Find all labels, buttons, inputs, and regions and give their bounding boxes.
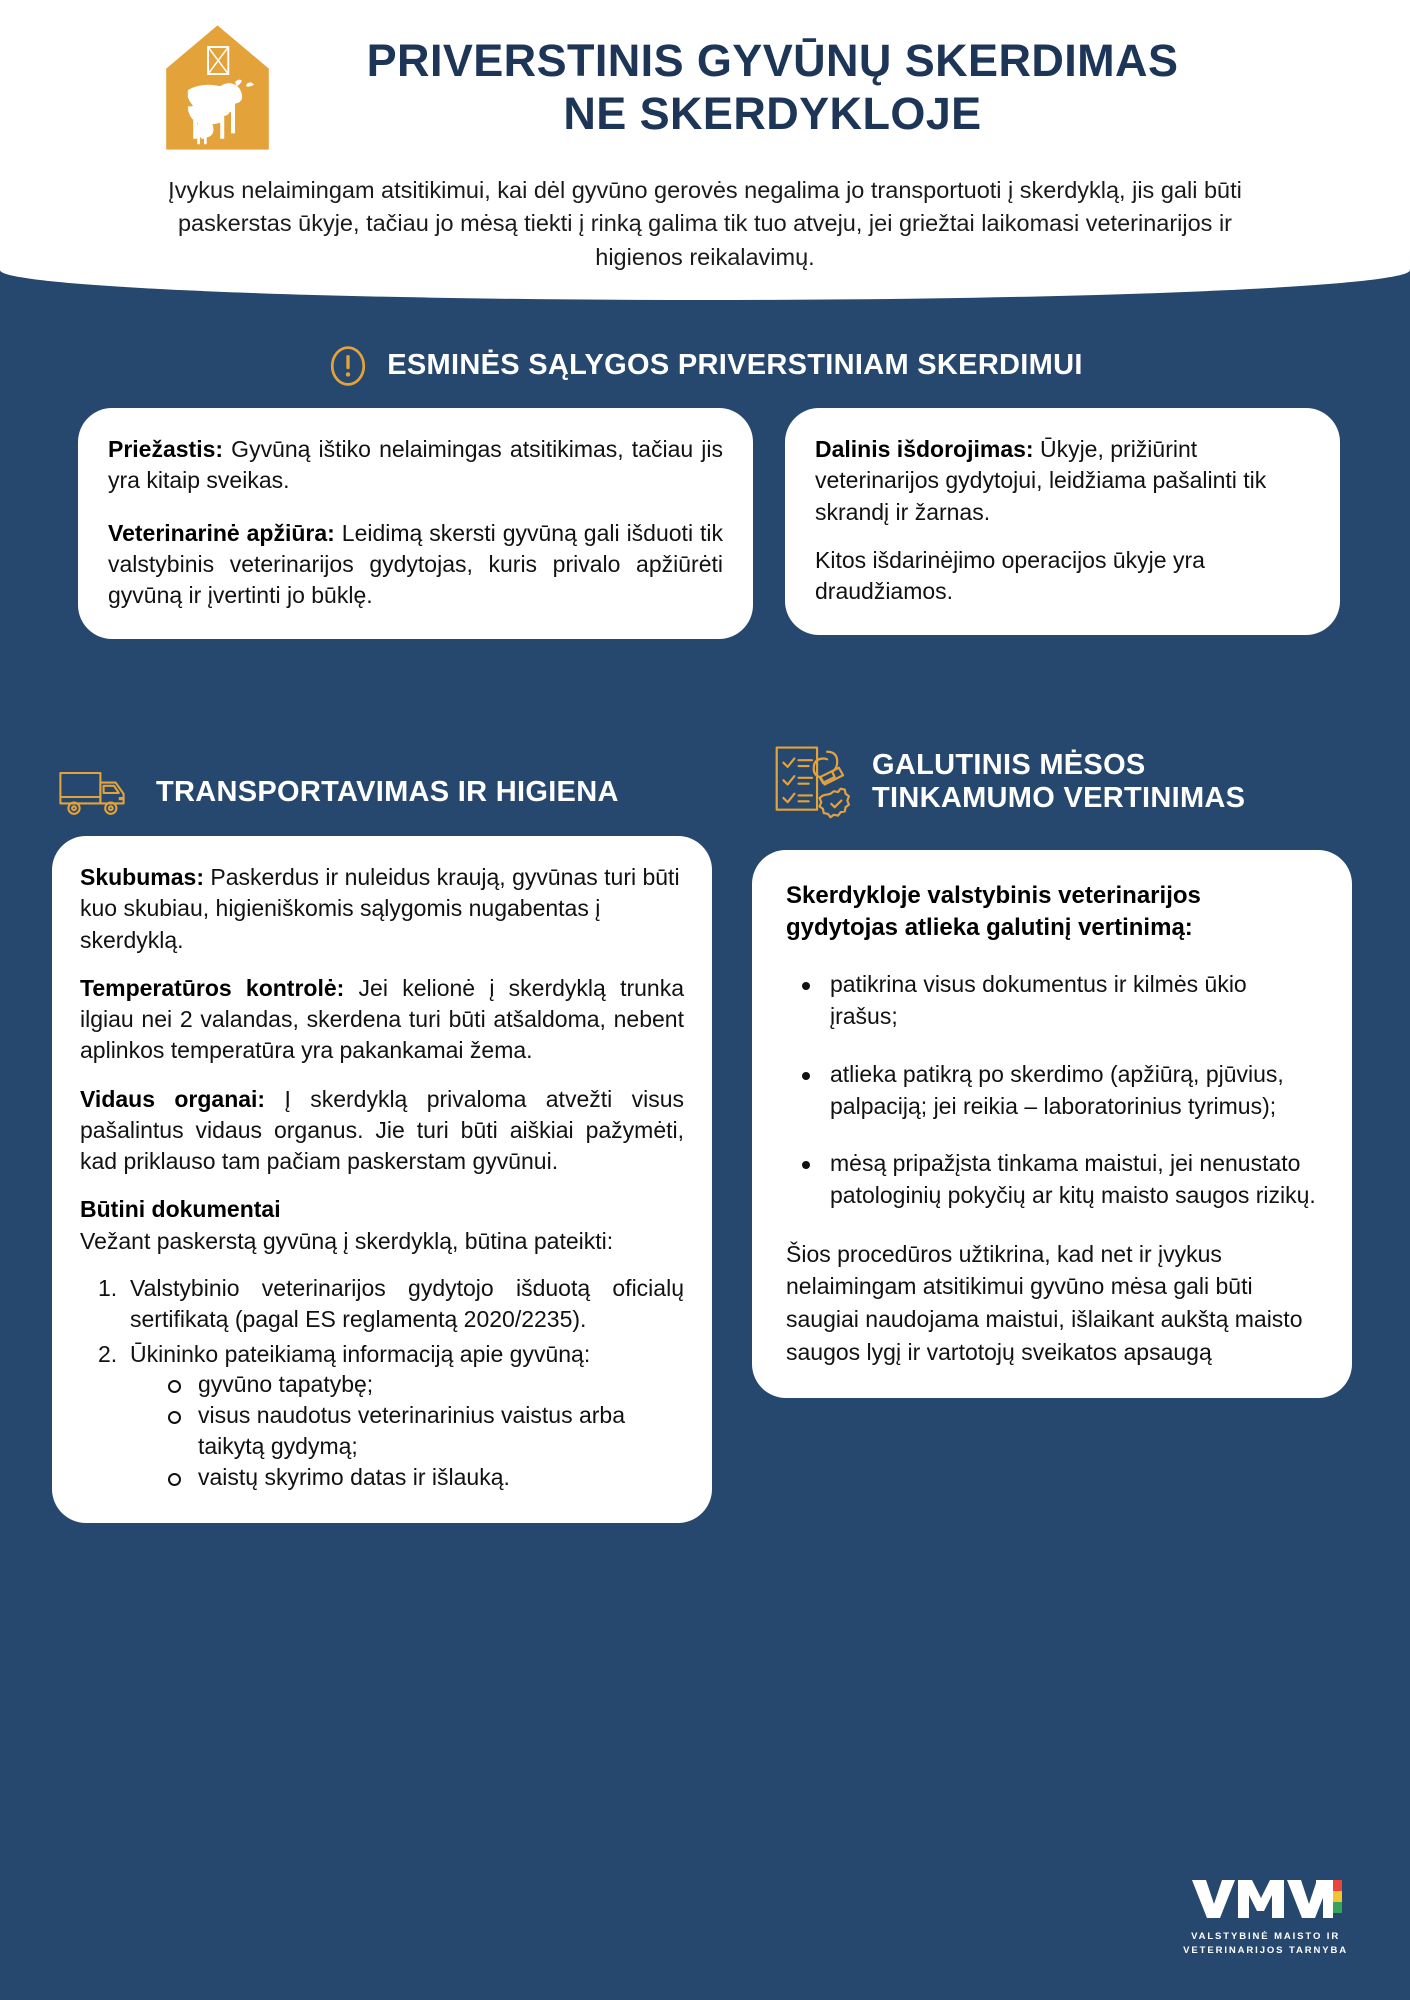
list-item bbox=[98, 1339, 684, 1493]
logo-subtitle-line1: VALSTYBINĖ MAISTO IR bbox=[1191, 1931, 1341, 1943]
card-esmines-left bbox=[78, 408, 753, 639]
list-item-text: Ūkininko pateikiamą informaciją apie gyvūną: bbox=[130, 1340, 591, 1367]
documents-ordered-list bbox=[80, 1273, 684, 1493]
documents-sub-list bbox=[130, 1369, 684, 1492]
text-temperaturos-kontrole: Jei kelionė į skerdyklą trunka ilgiau nei 2 valandas, skerdena turi būti atšaldoma, nebent aplinkos temperatūra yra pakankamai žema. bbox=[80, 974, 684, 1064]
paragraph-skubumas bbox=[80, 862, 684, 956]
label-dalinis-isdorojimas: Dalinis išdorojimas: bbox=[815, 436, 1034, 462]
text-docs-intro: Vežant paskerstą gyvūną į skerdyklą, būtina pateikti: bbox=[80, 1227, 614, 1254]
list-item: vaistų skyrimo datas ir išlauką. bbox=[162, 1462, 684, 1493]
vmvt-logomark bbox=[1190, 1878, 1342, 1920]
label-temperaturos-kontrole: Temperatūros kontrolė: bbox=[80, 974, 345, 1001]
label-priezastis: Priežastis: bbox=[108, 436, 224, 462]
list-item: gyvūno tapatybę; bbox=[162, 1369, 684, 1400]
section-title-transportavimas: TRANSPORTAVIMAS IR HIGIENA bbox=[156, 776, 619, 809]
logo-subtitle bbox=[1183, 1930, 1348, 1958]
list-item: mėsą pripažįsta tinkama maistui, jei nenustato patologinių pokyčių ar kitų maisto saugos rizikų. bbox=[786, 1148, 1318, 1211]
lead-galutinis: Skerdykloje valstybinis veterinarijos gydytojas atlieka galutinį vertinimą: bbox=[786, 882, 1201, 941]
truck-icon bbox=[58, 765, 138, 821]
page-title-line2: NE SKERDYKLOJE bbox=[563, 88, 982, 139]
list-item: patikrina visus dokumentus ir kilmės ūkio įrašus; bbox=[786, 969, 1318, 1032]
section-title-galutinis bbox=[872, 749, 1245, 816]
text-priezastis: Gyvūną ištiko nelaimingas atsitikimas, tačiau jis yra kitaip sveikas. bbox=[108, 436, 723, 494]
header-banner bbox=[0, 0, 1410, 300]
text-veterinarine-apziura: Leidimą skersti gyvūną gali išduoti tik valstybinis veterinarijos gydytojas, kuris privalo apžiūrėti gyvūną ir įvertinti jo būklę. bbox=[108, 519, 724, 609]
card-galutinis-vertinimas bbox=[752, 850, 1352, 1398]
card-esmines-right bbox=[785, 408, 1340, 635]
section-header-galutinis-vertinimas bbox=[770, 740, 1245, 824]
section-title-galutinis-line2: TINKAMUMO VERTINIMAS bbox=[872, 782, 1246, 814]
paragraph-priezastis bbox=[108, 434, 723, 497]
page-title-line1: PRIVERSTINIS GYVŪNŲ SKERDIMAS bbox=[366, 34, 1179, 86]
closing-paragraph: Šios procedūros užtikrina, kad net ir įvykus nelaimingam atsitikimui gyvūno mėsa gali būti saugiai naudojama maistui, išlaikant aukštą maisto saugos lygį ir vartotojų sveikatos apsaugą bbox=[786, 1240, 1303, 1365]
exclamation-circle-icon bbox=[327, 345, 369, 387]
text-dalinis-isdorojimas: Ūkyje, prižiūrint veterinarijos gydytojui, leidžiama pašalinti tik skrandį ir žarnas. bbox=[815, 436, 1267, 525]
list-item: atlieka patikrą po skerdimo (apžiūrą, pjūvius, palpaciją; jei reikia – laboratorinius tyrimus); bbox=[786, 1059, 1318, 1122]
label-veterinarine-apziura: Veterinarinė apžiūra: bbox=[108, 519, 335, 546]
paragraph-temperaturos-kontrole bbox=[80, 973, 684, 1067]
galutinis-bullet-list bbox=[786, 969, 1318, 1211]
checklist-stamp-icon bbox=[770, 740, 854, 824]
logo-subtitle-line2: VETERINARIJOS TARNYBA bbox=[1183, 1945, 1348, 1957]
paragraph-dalinis-isdorojimas bbox=[815, 434, 1310, 528]
paragraph-vidaus-organai bbox=[80, 1084, 684, 1178]
title-block bbox=[285, 34, 1410, 140]
intro-paragraph: Įvykus nelaimingam atsitikimui, kai dėl gyvūno gerovės negalima jo transportuoti į skerdyklą, jis gali būti paskerstas ūkyje, tačiau jo mėsą tiekti į rinką galima tik tuo atveju, jei griežtai laikomasi veterinarijos ir higienos reikalavimų. bbox=[168, 177, 1242, 270]
barn-with-animals-icon bbox=[150, 20, 285, 155]
section-title-galutinis-line1: GALUTINIS MĖSOS bbox=[872, 748, 1146, 781]
text-skubumas: Paskerdus ir nuleidus kraują, gyvūnas turi būti kuo skubiau, higieniškomis sąlygomis nugabentas į skerdyklą. bbox=[80, 864, 680, 953]
paragraph-veterinarine-apziura bbox=[108, 518, 723, 612]
list-item: Valstybinio veterinarijos gydytojo išduotą oficialų sertifikatą (pagal ES reglamentą 2020/2235). bbox=[130, 1274, 684, 1332]
section-title-esmines: ESMINĖS SĄLYGOS PRIVERSTINIAM SKERDIMUI bbox=[387, 349, 1083, 382]
paragraph-kitos-operacijos: Kitos išdarinėjimo operacijos ūkyje yra draudžiamos. bbox=[815, 546, 1205, 605]
label-skubumas: Skubumas: bbox=[80, 864, 204, 890]
section-header-transportavimas bbox=[58, 765, 619, 821]
label-vidaus-organai: Vidaus organai: bbox=[80, 1085, 266, 1112]
vmvt-logo bbox=[1183, 1878, 1348, 1958]
card-transportavimas bbox=[52, 836, 712, 1523]
header-row bbox=[0, 0, 1410, 160]
list-item: visus naudotus veterinarinius vaistus arba taikytą gydymą; bbox=[162, 1400, 684, 1462]
section-header-esmines-salygos bbox=[0, 345, 1410, 387]
heading-butini-dokumentai: Būtini dokumentai bbox=[80, 1196, 281, 1223]
text-vidaus-organai: Į skerdyklą privaloma atvežti visus pašalintus vidaus organus. Jie turi būti aiškiai pažymėti, kad priklauso tam pačiam paskerstam gyvūnui. bbox=[80, 1085, 684, 1175]
